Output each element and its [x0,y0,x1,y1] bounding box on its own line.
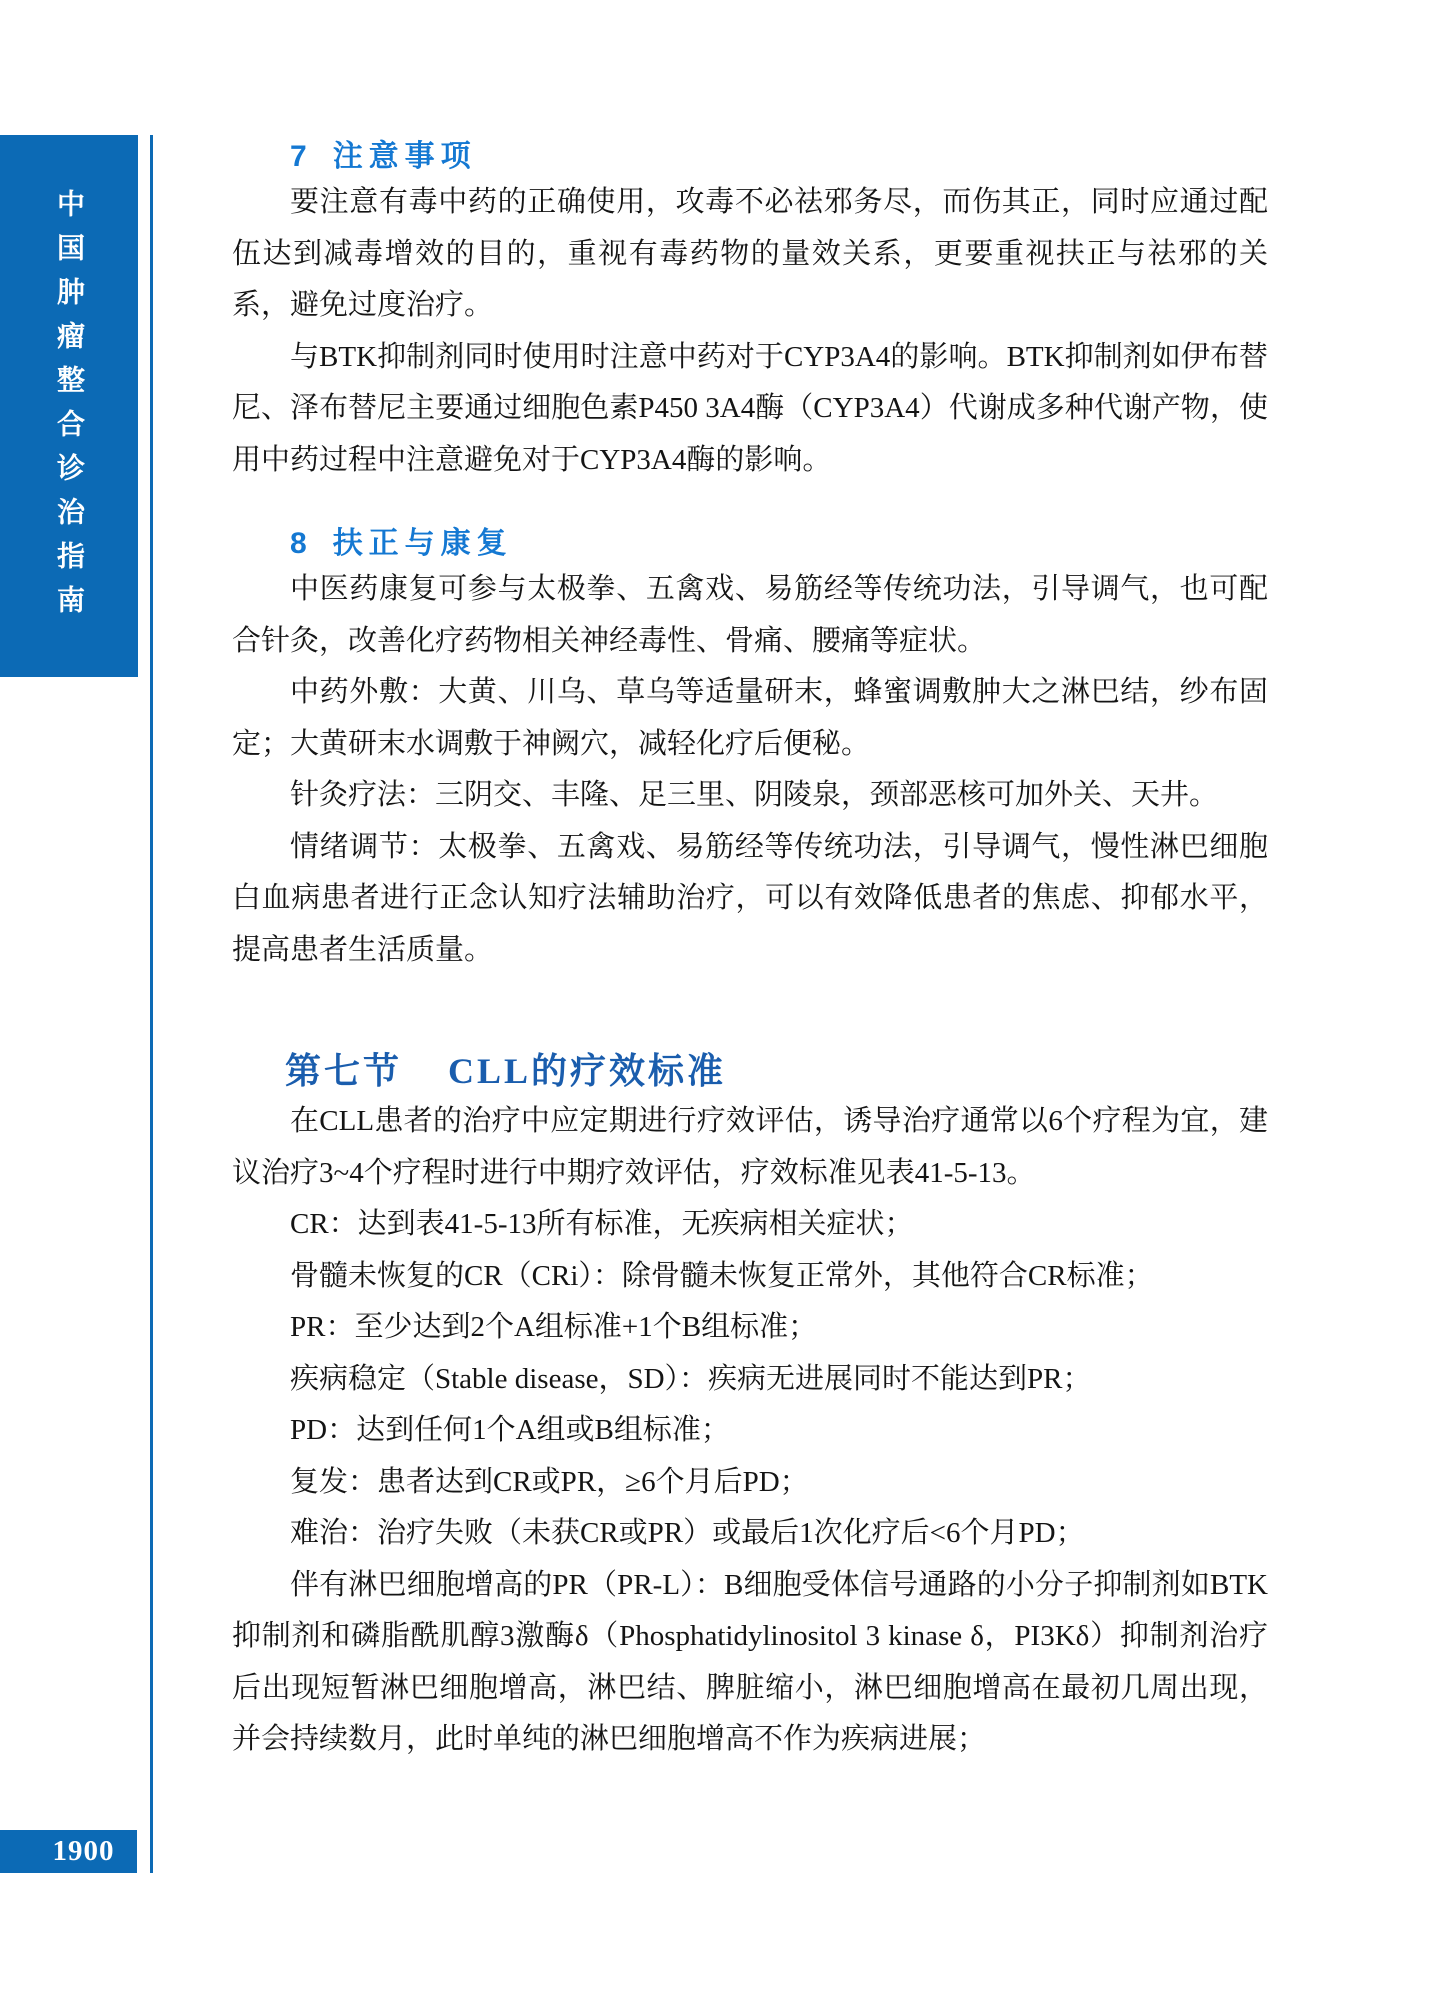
section-heading-8-label: 扶正与康复 [332,527,513,560]
section-heading-7-label: 注意事项 [332,140,477,173]
paragraph: 中药外敷：大黄、川乌、草乌等适量研末，蜂蜜调敷肿大之淋巴结，纱布固定；大黄研末水调敷于神阙穴，减轻化疗后便秘。 [232,676,1268,760]
paragraph: 与BTK抑制剂同时使用时注意中药对于CYP3A4的影响。BTK抑制剂如伊布替尼、泽布替尼主要通过细胞色素P450 3A4酶（CYP3A4）代谢成多种代谢产物，使用中药过程中注意避免对于CYP3A4酶的影响。 [232,340,1268,476]
page-number: 1900 [52,1835,115,1867]
paragraph: 情绪调节：太极拳、五禽戏、易筋经等传统功法，引导调气，慢性淋巴细胞白血病患者进行正念认知疗法辅助治疗，可以有效降低患者的焦虑、抑郁水平，提高患者生活质量。 [232,830,1268,966]
paragraph: 要注意有毒中药的正确使用，攻毒不必祛邪务尽，而伤其正，同时应通过配伍达到减毒增效的目的，重视有毒药物的量效关系，更要重视扶正与祛邪的关系，避免过度治疗。 [232,186,1268,321]
paragraph: CR：达到表41-5-13所有标准，无疾病相关症状； [290,1208,914,1240]
paragraph: 骨髓未恢复的CR（CRi）：除骨髓未恢复正常外，其他符合CR标准； [290,1259,1154,1292]
main-text-column [232,0,1268,1766]
page-number-plate [0,1830,137,1873]
section-heading-8 [232,524,1268,564]
paragraph: 伴有淋巴细胞增高的PR（PR-L）：B细胞受体信号通路的小分子抑制剂如BTK抑制剂和磷脂酰肌醇3激酶δ（Phosphatidylinositol 3 kinase δ，PI3Kδ）抑制剂治疗后出现短暂淋巴细胞增高，淋巴结、脾脏缩小，淋巴细胞增高在最初几周出现，并会持续数月，此时单纯的淋巴细胞增高不作为疾病进展； [232,1568,1268,1755]
chapter-section-title [232,1046,1268,1096]
paragraph: 在CLL患者的治疗中应定期进行疗效评估，诱导治疗通常以6个疗程为宜，建议治疗3~4个疗程时进行中期疗效评估，疗效标准见表41-5-13。 [232,1105,1268,1189]
section-heading-7-number: 7 [290,140,307,173]
paragraph: 疾病稳定（Stable disease，SD）：疾病无进展同时不能达到PR； [290,1362,1092,1395]
paragraph: 中医药康复可参与太极拳、五禽戏、易筋经等传统功法，引导调气，也可配合针灸，改善化疗药物相关神经毒性、骨痛、腰痛等症状。 [232,573,1268,657]
paragraph: 难治：治疗失败（未获CR或PR）或最后1次化疗后<6个月PD； [290,1517,1085,1549]
section-heading-7 [232,137,1268,177]
book-spine-title: 中国肿瘤整合诊治指南 [54,189,85,629]
section-heading-8-number: 8 [290,527,307,560]
chapter-section-name: CLL的疗效标准 [448,1051,727,1091]
paragraph: 针灸疗法：三阴交、丰隆、足三里、阴陵泉，颈部恶核可加外关、天井。 [290,779,1219,811]
chapter-section-label: 第七节 [285,1051,403,1091]
left-margin-rule [150,135,153,1873]
paragraph: 复发：患者达到CR或PR，≥6个月后PD； [290,1465,809,1498]
paragraph: PD：达到任何1个A组或B组标准； [290,1414,730,1446]
paragraph: PR：至少达到2个A组标准+1个B组标准； [290,1311,818,1343]
book-spine-band [0,135,138,677]
